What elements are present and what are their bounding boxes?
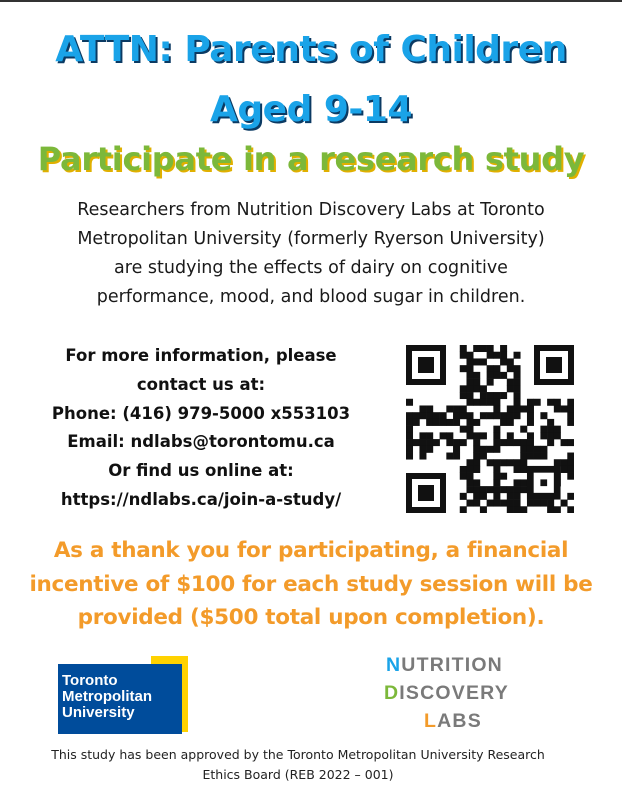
- qr-module: [433, 439, 440, 446]
- qr-module: [500, 439, 507, 446]
- qr-module: [480, 385, 487, 392]
- qr-module: [480, 506, 487, 513]
- qr-module: [567, 506, 574, 513]
- qr-module: [453, 453, 460, 460]
- ndl-word: ISCOVERY: [399, 682, 509, 704]
- qr-module: [466, 426, 473, 433]
- qr-module: [460, 385, 467, 392]
- qr-module: [473, 385, 480, 392]
- website-link[interactable]: https://ndlabs.ca/join-a-study/: [60, 489, 342, 509]
- qr-module: [493, 372, 500, 379]
- qr-module: [480, 493, 487, 500]
- qr-module: [527, 432, 534, 439]
- qr-module: [507, 493, 514, 500]
- intro-line: performance, mood, and blood sugar in children.: [96, 287, 526, 307]
- qr-module: [567, 412, 574, 419]
- qr-module: [520, 453, 527, 460]
- qr-module: [514, 352, 521, 359]
- ndl-logo-row-labs: [424, 710, 482, 733]
- qr-module: [507, 486, 514, 493]
- qr-module: [480, 345, 487, 352]
- qr-module: [487, 459, 494, 466]
- qr-module: [514, 493, 521, 500]
- qr-module: [473, 466, 480, 473]
- qr-module: [487, 412, 494, 419]
- qr-module: [540, 432, 547, 439]
- qr-module: [406, 446, 413, 453]
- qr-module: [514, 500, 521, 507]
- qr-module: [406, 412, 413, 419]
- qr-module: [426, 446, 433, 453]
- qr-module: [500, 392, 507, 399]
- qr-module: [480, 358, 487, 365]
- qr-module: [466, 392, 473, 399]
- qr-module: [567, 419, 574, 426]
- qr-module: [527, 412, 534, 419]
- qr-module: [500, 486, 507, 493]
- qr-module: [507, 439, 514, 446]
- qr-code-icon[interactable]: [406, 345, 574, 513]
- qr-module: [567, 473, 574, 480]
- qr-module: [527, 453, 534, 460]
- qr-module: [460, 493, 467, 500]
- qr-module: [493, 486, 500, 493]
- qr-module: [487, 345, 494, 352]
- email-link[interactable]: Email: ndlabs@torontomu.ca: [67, 432, 335, 452]
- qr-module: [493, 412, 500, 419]
- intro-line: are studying the effects of dairy on cognitive: [114, 258, 508, 278]
- qr-module: [520, 459, 527, 466]
- qr-module: [527, 446, 534, 453]
- qr-module: [514, 439, 521, 446]
- qr-module: [514, 466, 521, 473]
- qr-module: [520, 486, 527, 493]
- qr-module: [567, 493, 574, 500]
- qr-module: [520, 426, 527, 433]
- qr-module: [547, 426, 554, 433]
- qr-module: [466, 372, 473, 379]
- qr-module: [500, 352, 507, 359]
- qr-module: [507, 379, 514, 386]
- qr-module: [466, 419, 473, 426]
- qr-module: [473, 372, 480, 379]
- footer-line: This study has been approved by the Toronto Metropolitan University Research: [51, 747, 545, 762]
- qr-module: [406, 419, 413, 426]
- qr-module: [453, 405, 460, 412]
- qr-module: [466, 412, 473, 419]
- qr-alignment-pattern: [540, 479, 547, 486]
- qr-module: [419, 432, 426, 439]
- qr-module: [446, 432, 453, 439]
- qr-module: [520, 439, 527, 446]
- qr-module: [493, 473, 500, 480]
- qr-module: [507, 358, 514, 365]
- qr-module: [527, 439, 534, 446]
- contact-info: [34, 342, 368, 515]
- qr-module: [514, 385, 521, 392]
- qr-module: [520, 446, 527, 453]
- headline-line-2: Aged 9-14: [210, 89, 412, 130]
- qr-module: [567, 405, 574, 412]
- qr-module: [419, 412, 426, 419]
- qr-module: [473, 399, 480, 406]
- qr-module: [493, 466, 500, 473]
- qr-module: [493, 365, 500, 372]
- qr-module: [426, 405, 433, 412]
- qr-module: [500, 419, 507, 426]
- qr-module: [473, 500, 480, 507]
- qr-module: [466, 365, 473, 372]
- qr-module: [460, 466, 467, 473]
- tmu-logo-text: University: [62, 704, 135, 721]
- qr-module: [514, 379, 521, 386]
- qr-module: [466, 466, 473, 473]
- online-label: Or find us online at:: [108, 461, 294, 481]
- qr-module: [487, 372, 494, 379]
- qr-module: [540, 500, 547, 507]
- qr-module: [460, 345, 467, 352]
- qr-module: [507, 419, 514, 426]
- qr-module: [473, 419, 480, 426]
- qr-module: [480, 392, 487, 399]
- qr-module: [493, 459, 500, 466]
- qr-module: [514, 412, 521, 419]
- qr-module: [446, 439, 453, 446]
- qr-module: [466, 352, 473, 359]
- qr-module: [419, 439, 426, 446]
- qr-module: [466, 399, 473, 406]
- qr-module: [487, 486, 494, 493]
- qr-module: [487, 352, 494, 359]
- qr-module: [466, 379, 473, 386]
- intro-line: Metropolitan University (formerly Ryerson University): [77, 229, 545, 249]
- qr-module: [473, 432, 480, 439]
- qr-module: [561, 500, 568, 507]
- ndl-word: UTRITION: [401, 654, 503, 676]
- qr-module: [547, 432, 554, 439]
- incentive-notice: [0, 534, 622, 635]
- qr-module: [547, 506, 554, 513]
- contact-heading-line: contact us at:: [136, 374, 266, 394]
- qr-module: [440, 432, 447, 439]
- incentive-line: provided ($500 total upon completion).: [77, 605, 545, 630]
- qr-module: [561, 439, 568, 446]
- qr-module: [514, 372, 521, 379]
- qr-module: [547, 399, 554, 406]
- qr-module: [500, 500, 507, 507]
- qr-module: [453, 419, 460, 426]
- qr-module: [466, 479, 473, 486]
- qr-module: [426, 439, 433, 446]
- qr-module: [440, 419, 447, 426]
- qr-module: [520, 405, 527, 412]
- qr-module: [493, 352, 500, 359]
- qr-module: [507, 500, 514, 507]
- qr-module: [453, 412, 460, 419]
- top-border-line: [0, 0, 622, 2]
- subheadline: Participate in a research study: [37, 140, 585, 178]
- headline-line-1: ATTN: Parents of Children: [55, 29, 567, 70]
- qr-module: [413, 419, 420, 426]
- qr-module: [554, 426, 561, 433]
- qr-module: [406, 426, 413, 433]
- qr-module: [507, 432, 514, 439]
- incentive-line: incentive of $100 for each study session will be: [29, 571, 593, 597]
- qr-module: [507, 459, 514, 466]
- qr-module: [480, 486, 487, 493]
- qr-module: [493, 500, 500, 507]
- qr-module: [514, 392, 521, 399]
- qr-module: [527, 500, 534, 507]
- qr-module: [534, 446, 541, 453]
- qr-module: [514, 405, 521, 412]
- ethics-approval-footer: [20, 745, 576, 785]
- qr-module: [507, 405, 514, 412]
- qr-module: [487, 500, 494, 507]
- qr-module: [493, 446, 500, 453]
- qr-module: [460, 405, 467, 412]
- footer-line: Ethics Board (REB 2022 – 001): [202, 767, 394, 782]
- qr-module: [500, 412, 507, 419]
- qr-module: [406, 399, 413, 406]
- qr-module: [527, 399, 534, 406]
- qr-module: [514, 486, 521, 493]
- qr-module: [487, 365, 494, 372]
- qr-module: [493, 399, 500, 406]
- ndl-logo-row-nutrition: [386, 654, 503, 677]
- qr-module: [514, 479, 521, 486]
- qr-module: [406, 453, 413, 460]
- qr-module: [446, 419, 453, 426]
- qr-module: [480, 412, 487, 419]
- qr-module: [480, 446, 487, 453]
- qr-module: [540, 453, 547, 460]
- qr-module: [466, 486, 473, 493]
- qr-module: [520, 506, 527, 513]
- qr-module: [473, 345, 480, 352]
- qr-module: [554, 405, 561, 412]
- qr-module: [534, 453, 541, 460]
- qr-module: [567, 399, 574, 406]
- qr-module: [487, 446, 494, 453]
- qr-module: [413, 439, 420, 446]
- qr-module: [554, 432, 561, 439]
- qr-module: [493, 493, 500, 500]
- qr-module: [554, 399, 561, 406]
- qr-module: [500, 473, 507, 480]
- qr-module: [426, 412, 433, 419]
- qr-module: [520, 466, 527, 473]
- qr-module: [487, 392, 494, 399]
- qr-module: [527, 419, 534, 426]
- qr-module: [554, 459, 561, 466]
- qr-module: [466, 432, 473, 439]
- qr-module: [500, 459, 507, 466]
- qr-module: [567, 439, 574, 446]
- qr-module: [547, 419, 554, 426]
- qr-module: [419, 446, 426, 453]
- tmu-logo-text: Metropolitan: [62, 688, 152, 705]
- qr-module: [466, 500, 473, 507]
- qr-module: [466, 358, 473, 365]
- qr-module: [419, 453, 426, 460]
- qr-module: [460, 439, 467, 446]
- qr-module: [473, 479, 480, 486]
- qr-module: [493, 392, 500, 399]
- qr-module: [507, 385, 514, 392]
- qr-module: [514, 506, 521, 513]
- qr-module: [473, 493, 480, 500]
- qr-module: [406, 439, 413, 446]
- qr-module: [460, 392, 467, 399]
- qr-module: [514, 459, 521, 466]
- qr-module: [540, 412, 547, 419]
- qr-module: [460, 352, 467, 359]
- qr-module: [460, 473, 467, 480]
- qr-module: [460, 365, 467, 372]
- qr-module: [534, 500, 541, 507]
- qr-module: [507, 365, 514, 372]
- qr-module: [480, 453, 487, 460]
- qr-module: [493, 432, 500, 439]
- qr-module: [493, 426, 500, 433]
- qr-module: [514, 365, 521, 372]
- qr-module: [527, 405, 534, 412]
- tmu-logo-text: Toronto: [62, 672, 118, 689]
- qr-module: [493, 479, 500, 486]
- qr-module: [561, 405, 568, 412]
- qr-module: [567, 453, 574, 460]
- qr-module: [446, 405, 453, 412]
- qr-module: [493, 405, 500, 412]
- phone-number: Phone: (416) 979-5000 x553103: [51, 403, 351, 423]
- incentive-line: As a thank you for participating, a financial: [53, 538, 569, 563]
- qr-module: [487, 399, 494, 406]
- qr-module: [487, 379, 494, 386]
- qr-module: [540, 446, 547, 453]
- qr-module: [480, 432, 487, 439]
- qr-module: [473, 439, 480, 446]
- qr-module: [473, 358, 480, 365]
- qr-module: [500, 372, 507, 379]
- qr-module: [507, 506, 514, 513]
- qr-module: [561, 459, 568, 466]
- qr-module: [514, 399, 521, 406]
- qr-module: [460, 426, 467, 433]
- qr-module: [534, 399, 541, 406]
- qr-module: [567, 459, 574, 466]
- qr-module: [473, 459, 480, 466]
- tmu-logo: [58, 656, 190, 734]
- qr-module: [453, 446, 460, 453]
- qr-module: [406, 432, 413, 439]
- qr-module: [520, 479, 527, 486]
- qr-module: [466, 473, 473, 480]
- qr-module: [446, 453, 453, 460]
- qr-module: [440, 412, 447, 419]
- qr-module: [547, 439, 554, 446]
- ndl-initial-d: D: [384, 682, 400, 704]
- qr-module: [433, 412, 440, 419]
- qr-module: [500, 345, 507, 352]
- qr-module: [547, 500, 554, 507]
- qr-module: [473, 379, 480, 386]
- qr-module: [426, 432, 433, 439]
- tmu-logo-blue-block: [58, 664, 182, 734]
- qr-module: [426, 419, 433, 426]
- ndl-word: ABS: [437, 710, 482, 732]
- qr-module: [473, 486, 480, 493]
- qr-module: [554, 506, 561, 513]
- qr-module: [493, 439, 500, 446]
- qr-module: [453, 439, 460, 446]
- contact-heading-line: For more information, please: [65, 346, 337, 365]
- qr-module: [500, 358, 507, 365]
- qr-module: [507, 412, 514, 419]
- qr-module: [460, 506, 467, 513]
- qr-module: [460, 412, 467, 419]
- qr-module: [567, 466, 574, 473]
- ndl-initial-l: L: [424, 710, 438, 732]
- qr-module: [413, 412, 420, 419]
- ndl-initial-n: N: [386, 654, 402, 676]
- qr-module: [473, 453, 480, 460]
- qr-module: [480, 399, 487, 406]
- qr-module: [433, 419, 440, 426]
- intro-line: Researchers from Nutrition Discovery Labs at Toronto: [77, 200, 545, 220]
- qr-module: [466, 385, 473, 392]
- intro-paragraph: [20, 196, 602, 312]
- ndl-logo-row-discovery: [384, 682, 509, 705]
- qr-module: [419, 405, 426, 412]
- qr-module: [473, 446, 480, 453]
- qr-module: [561, 466, 568, 473]
- qr-module: [540, 426, 547, 433]
- qr-module: [466, 459, 473, 466]
